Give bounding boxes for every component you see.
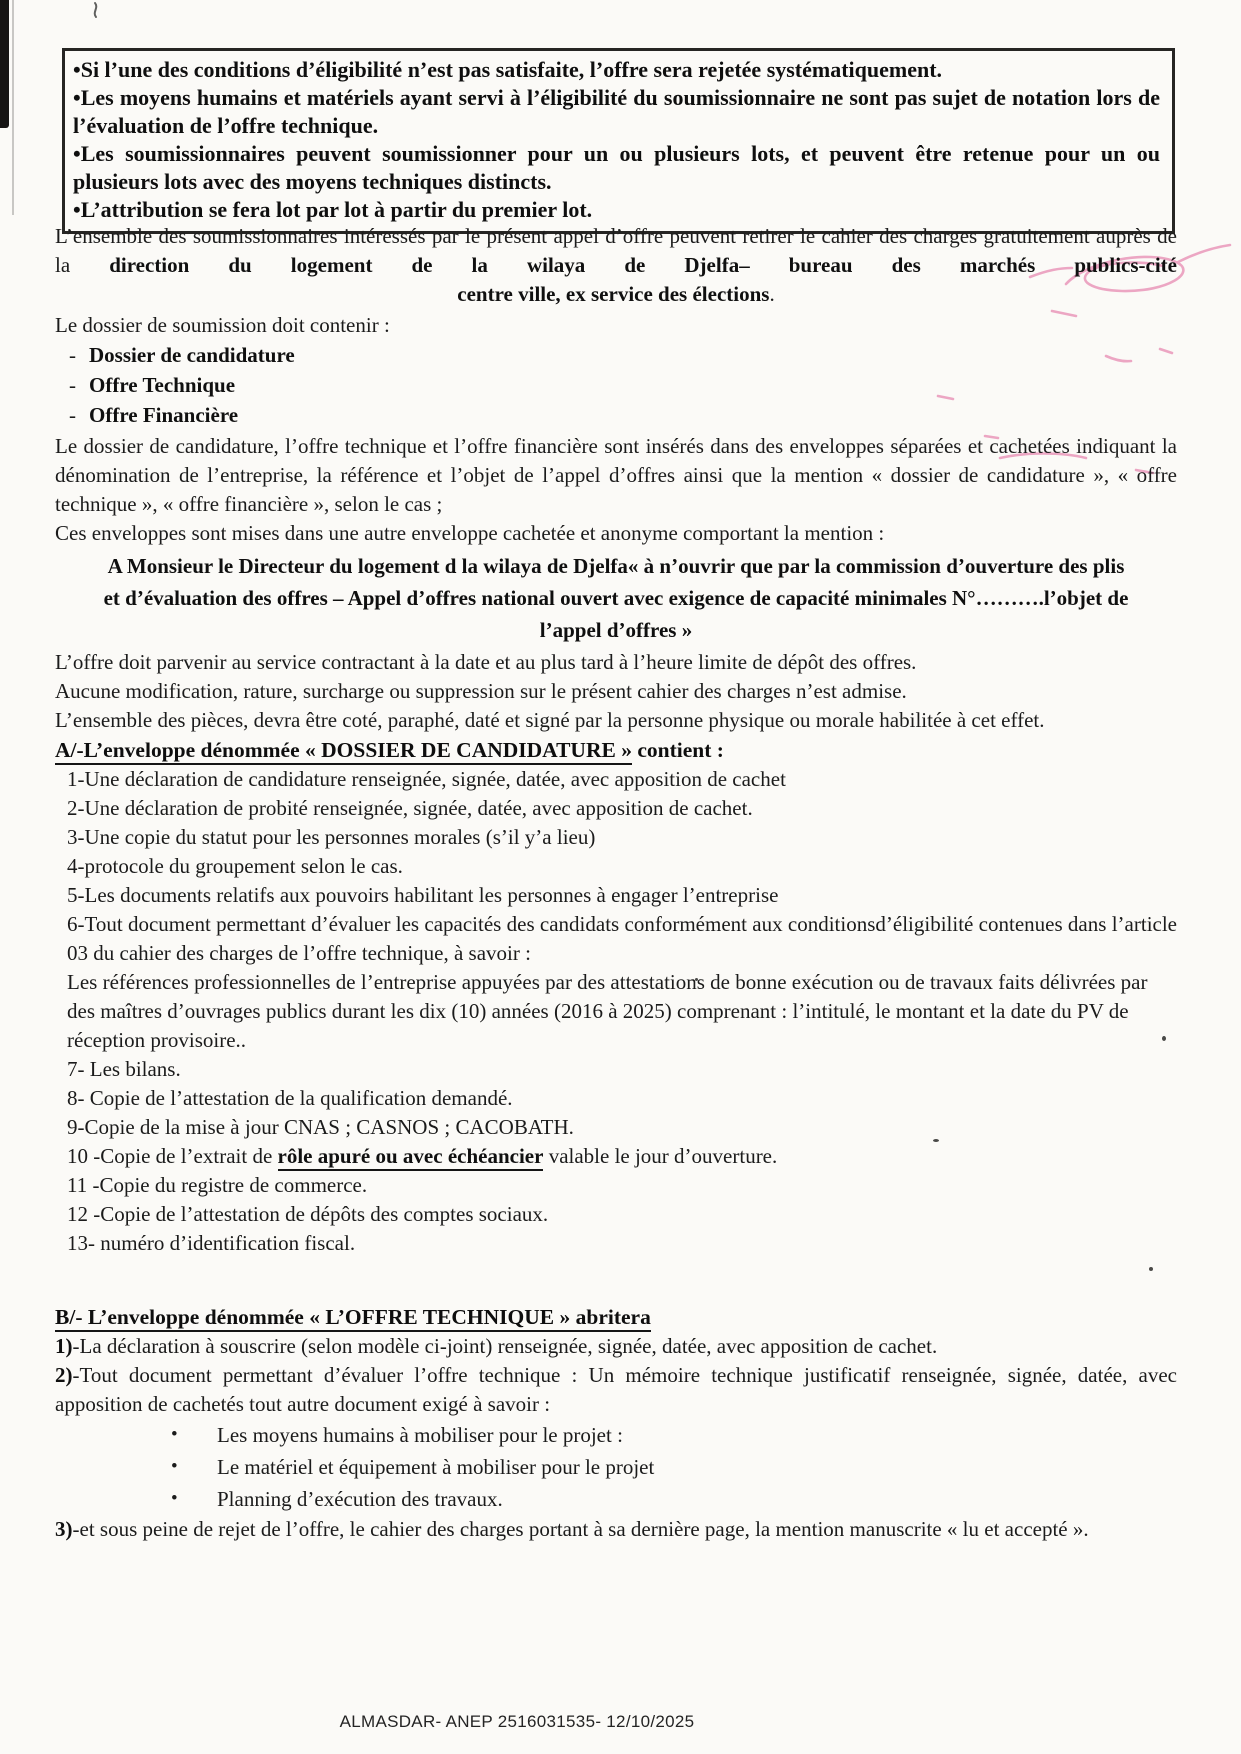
deadline-note: L’offre doit parvenir au service contractant à la date et au plus tard à l’heure limite de dépôt des offres. [55,650,917,674]
section-b-heading-underlined: B/- L’enveloppe dénommée « L’OFFRE TECHNIQUE » abritera [55,1305,651,1332]
bullet-item [55,1483,1177,1515]
retrait-location-line2 [55,280,1177,309]
bullet-label: Planning d’exécution des travaux. [217,1487,503,1511]
item-text: -et sous peine de rejet de l’offre, le cahier des charges portant à sa dernière page, la mention manuscrite « lu et accepté ». [72,1517,1089,1541]
section-a-item: 13- numéro d’identification fiscal. [67,1231,356,1255]
references-paragraph: Les références professionnelles de l’entreprise appuyées par des attestations de bonne exécution ou de travaux faits délivrées par des maîtres d’ouvrages publics durant les dix (10) années (2016 à 2025) comprenant : l’intitulé, le montant et la date du PV de réception provisoire.. [67,970,1148,1052]
publication-footer: ALMASDAR- ANEP 2516031535- 12/10/2025 [339,1712,695,1731]
retrait-location: direction du logement de la wilaya de Djelfa– bureau des marchés publics-cité [109,253,1177,277]
document-body [55,222,1177,1544]
section-a-item: 8- Copie de l’attestation de la qualification demandé. [67,1086,513,1110]
section-b-item [55,1515,1177,1544]
retrait-lead: L’ensemble des soumissionnaires intéressés par le présent appel d’offre peuvent retirer le cahier des charges gratuitement auprès de la [55,224,1177,277]
section-a-item: 3-Une copie du statut pour les personnes morales (s’il y’a lieu) [67,825,596,849]
section-a-item: 6-Tout document permettant d’évaluer les capacités des candidats conformément aux conditionsd’éligibilité contenues dans l’article 03 du cahier des charges de l’offre technique, à savoir : [67,912,1177,965]
bullet-label: Les moyens humains à mobiliser pour le projet : [217,1423,623,1447]
envelope-note: Ces enveloppes sont mises dans une autre enveloppe cachetée et anonyme comportant la mention : [55,521,885,545]
section-a-item: 2-Une déclaration de probité renseignée, signée, datée, avec apposition de cachet. [67,796,753,820]
item10-emphasis: rôle apuré ou avec échéancier [278,1144,544,1171]
envelope-paragraph: Le dossier de candidature, l’offre technique et l’offre financière sont insérés dans des enveloppes séparées et cachetées indiquant la dénomination de l’entreprise, la référence et l’objet de l’appel d’offres ainsi que la mention « dossier de candidature », « offre technique », « offre financière », selon le cas ; [55,434,1177,516]
notice-item: •Les moyens humains et matériels ayant servi à l’éligibilité du soumissionnaire ne sont pas sujet de notation lors de l’évaluation de l’offre technique. [73,85,1160,138]
list-item [55,400,1177,430]
bullet-list [55,1419,1177,1515]
dash-marker: - [69,403,76,427]
notice-box [62,48,1175,234]
notice-item: •L’attribution se fera lot par lot à partir du premier lot. [73,197,593,222]
notice-item: •Si l’une des conditions d’éligibilité n’est pas satisfaite, l’offre sera rejetée systématiquement. [73,57,943,82]
section-a-heading-underlined: A/-L’enveloppe dénommée « DOSSIER DE CANDIDATURE » [55,738,632,765]
section-a-item: 7- Les bilans. [67,1057,181,1081]
list-item-label: Offre Technique [89,373,236,397]
bullet-marker: • [171,1456,178,1477]
item-number: 1) [55,1334,73,1358]
list-item [55,340,1177,370]
modification-note: Aucune modification, rature, surcharge ou suppression sur le présent cahier des charges n’est admise. [55,679,907,703]
section-b-heading [55,1303,1177,1332]
list-item [55,370,1177,400]
section-a-item: 4-protocole du groupement selon le cas. [67,854,403,878]
section-a-heading-rest: contient : [631,738,724,762]
item-number: 3) [55,1517,73,1541]
item-number: 2) [55,1363,73,1387]
retrait-location-line2-text: centre ville, ex service des élections [457,282,770,306]
retrait-tail: . [769,282,775,306]
section-a-item: 9-Copie de la mise à jour CNAS ; CASNOS ; CACOBATH. [67,1115,574,1139]
section-a-item: 12 -Copie de l’attestation de dépôts des comptes sociaux. [67,1202,549,1226]
pieces-note: L’ensemble des pièces, devra être coté, paraphé, daté et signé par la personne physique ou morale habilitée à cet effet. [55,708,1045,732]
dossier-list [55,340,1177,430]
dash-marker: - [69,343,76,367]
list-item-label: Dossier de candidature [89,343,295,367]
section-a-heading [55,736,1177,765]
bullet-label: Le matériel et équipement à mobiliser pour le projet [217,1455,655,1479]
notice-item: •Les soumissionnaires peuvent soumissionner pour un ou plusieurs lots, et peuvent être retenue pour un ou plusieurs lots avec des moyens techniques distincts. [73,141,1160,194]
bullet-marker: • [171,1424,178,1445]
section-a-item: 5-Les documents relatifs aux pouvoirs habilitant les personnes à engager l’entreprise [67,883,779,907]
bullet-marker: • [171,1488,178,1509]
bullet-item [55,1419,1177,1451]
list-item-label: Offre Financière [89,403,239,427]
section-a-item: 1-Une déclaration de candidature renseignée, signée, datée, avec apposition de cachet [67,767,786,791]
bullet-item [55,1451,1177,1483]
section-a-item: 11 -Copie du registre de commerce. [67,1173,368,1197]
item10-pre: 10 -Copie de l’extrait de [67,1144,278,1168]
submission-address: A Monsieur le Directeur du logement d la wilaya de Djelfa« à n’ouvrir que par la commission d’ouverture des plis et d’évaluation des offres – Appel d’offres national ouvert avec exigence de capacité minimales N°……….l’objet de l’appel d’offres » [103,554,1129,642]
section-a-item [67,1142,1177,1171]
dossier-intro: Le dossier de soumission doit contenir : [55,313,390,337]
scan-edge-shadow [12,0,14,215]
section-a-items [55,765,1177,1258]
scan-edge-artifact [0,0,9,128]
retrait-paragraph [55,222,1177,280]
section-b-item [55,1361,1177,1419]
dash-marker: - [69,373,76,397]
item-text: -Tout document permettant d’évaluer l’offre technique : Un mémoire technique justificatif renseignée, signée, datée, avec apposition de cachetés tout autre document exigé à savoir : [55,1363,1177,1416]
section-b-item [55,1332,1177,1361]
item-text: -La déclaration à souscrire (selon modèle ci-joint) renseignée, signée, datée, avec apposition de cachet. [72,1334,938,1358]
item10-post: valable le jour d’ouverture. [543,1144,778,1168]
